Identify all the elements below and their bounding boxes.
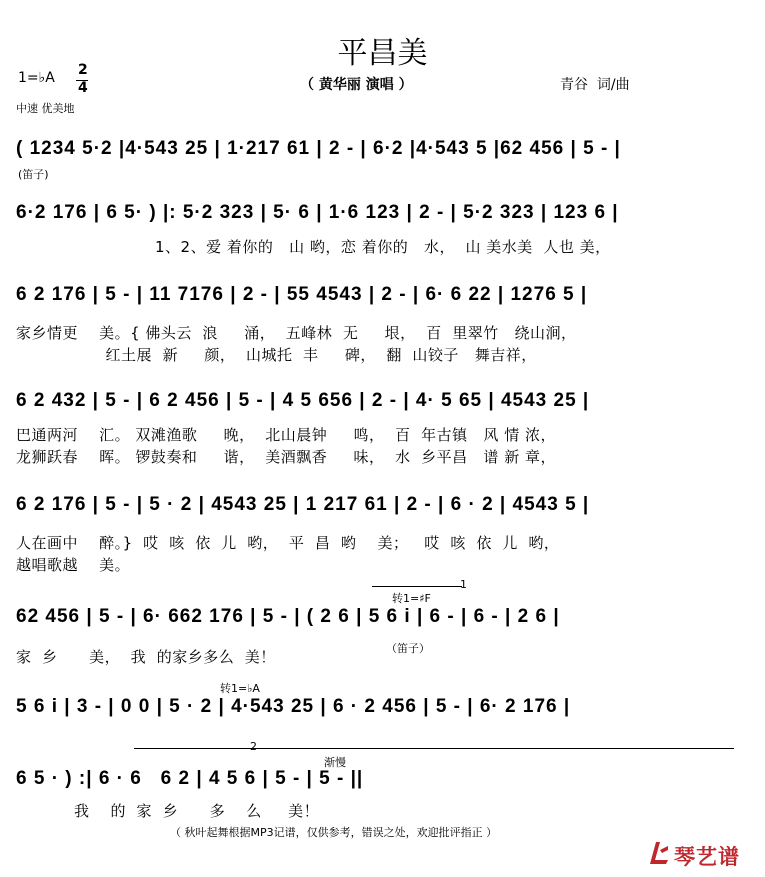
score-row-3-lyrics-verse-2: 红土展 新 颜， 山城托 丰 碑， 翻 山铰子 舞吉祥， bbox=[16, 346, 537, 364]
key-change-sharp-f: 转1=♯F bbox=[392, 592, 431, 605]
score-row-5-lyrics-verse-2: 越唱歌越 美。 bbox=[16, 556, 131, 574]
score-row-2-notes: 6·2 176 | 6 5· ) |: 5·2 323 | 5· 6 | 1·6 123 | 2 - | 5·2 323 | 123 6 | bbox=[16, 202, 619, 223]
singer-credit: （ 黄华丽 演唱 ） bbox=[300, 77, 413, 93]
score-row-4-lyrics-verse-1: 巴通两河 汇。 双滩渔歌 晚， 北山晨钟 鸣， 百 年古镇 风 情 浓， bbox=[16, 426, 556, 444]
logo-mark-icon bbox=[646, 838, 672, 868]
song-title: 平昌美 bbox=[337, 36, 428, 71]
score-row-1-notes: ( 1234 5·2 |4·543 25 | 1·217 61 | 2 - | 6·2 |4·543 5 |62 456 | 5 - | bbox=[16, 138, 621, 159]
score-row-4-lyrics-verse-2: 龙狮跃春 晖。 锣鼓奏和 谐， 美酒飘香 味， 水 乡平昌 谱 新 章， bbox=[16, 448, 556, 466]
volta-2-line bbox=[134, 748, 734, 749]
volta-1-line bbox=[372, 586, 462, 587]
key-change-flat-a: 转1=♭A bbox=[220, 682, 260, 695]
score-row-3-lyrics-verse-1: 家乡情更 美。{ 佛头云 浪 涌， 五峰林 无 垠， 百 里翠竹 绕山涧， bbox=[16, 324, 577, 342]
transcription-note: （ 秋叶起舞根据MP3记谱，仅供参考，错误之处，欢迎批评指正 ） bbox=[170, 826, 498, 839]
volta-1-label: 1 bbox=[460, 578, 467, 591]
score-row-1-lyrics: (笛子) bbox=[18, 168, 49, 181]
time-signature-bottom: 4 bbox=[78, 80, 88, 96]
author-credit: 青谷 词/曲 bbox=[560, 77, 630, 93]
score-row-7-notes: 5 6 i | 3 - | 0 0 | 5 · 2 | 4·543 25 | 6 · 2 456 | 5 - | 6· 2 176 | bbox=[16, 696, 571, 717]
score-row-8-lyrics: 我 的 家 乡 多 么 美！ bbox=[16, 802, 320, 820]
score-row-5-notes: 6 2 176 | 5 - | 5 · 2 | 4543 25 | 1 217 61 | 2 - | 6 · 2 | 4543 5 | bbox=[16, 494, 590, 515]
score-row-6-lyrics: 家 乡 美， 我 的家乡多么 美！ bbox=[16, 648, 276, 666]
score-row-8-notes: 6 5 · ) :| 6 · 6 6 2 | 4 5 6 | 5 - | 5 - || bbox=[16, 768, 364, 789]
score-row-6-notes: 62 456 | 5 - | 6· 662 176 | 5 - | ( 2 6 | 5 6 i | 6 - | 6 - | 2 6 | bbox=[16, 606, 560, 627]
tempo-change-ritardando: 渐慢 bbox=[324, 756, 346, 769]
score-row-2-lyrics: 1、2、爱 着你的 山 哟，恋 着你的 水， 山 美水美 人也 美， bbox=[155, 238, 611, 256]
volta-2-label: 2 bbox=[250, 740, 257, 753]
key-signature: 1=♭A bbox=[18, 70, 55, 86]
time-signature-top: 2 bbox=[78, 62, 88, 78]
tempo-marking: 中速 优美地 bbox=[16, 102, 75, 115]
score-row-5-lyrics-verse-1: 人在画中 醉。} 哎 咳 依 儿 哟， 平 昌 哟 美； 哎 咳 依 儿 哟， bbox=[16, 534, 560, 552]
score-row-4-notes: 6 2 432 | 5 - | 6 2 456 | 5 - | 4 5 656 | 2 - | 4· 5 65 | 4543 25 | bbox=[16, 390, 590, 411]
site-logo bbox=[646, 838, 758, 870]
instrument-flute-label: （笛子） bbox=[386, 642, 430, 655]
score-row-3-notes: 6 2 176 | 5 - | 11 7176 | 2 - | 55 4543 | 2 - | 6· 6 22 | 1276 5 | bbox=[16, 284, 588, 305]
logo-text: 琴艺谱 bbox=[674, 845, 740, 869]
